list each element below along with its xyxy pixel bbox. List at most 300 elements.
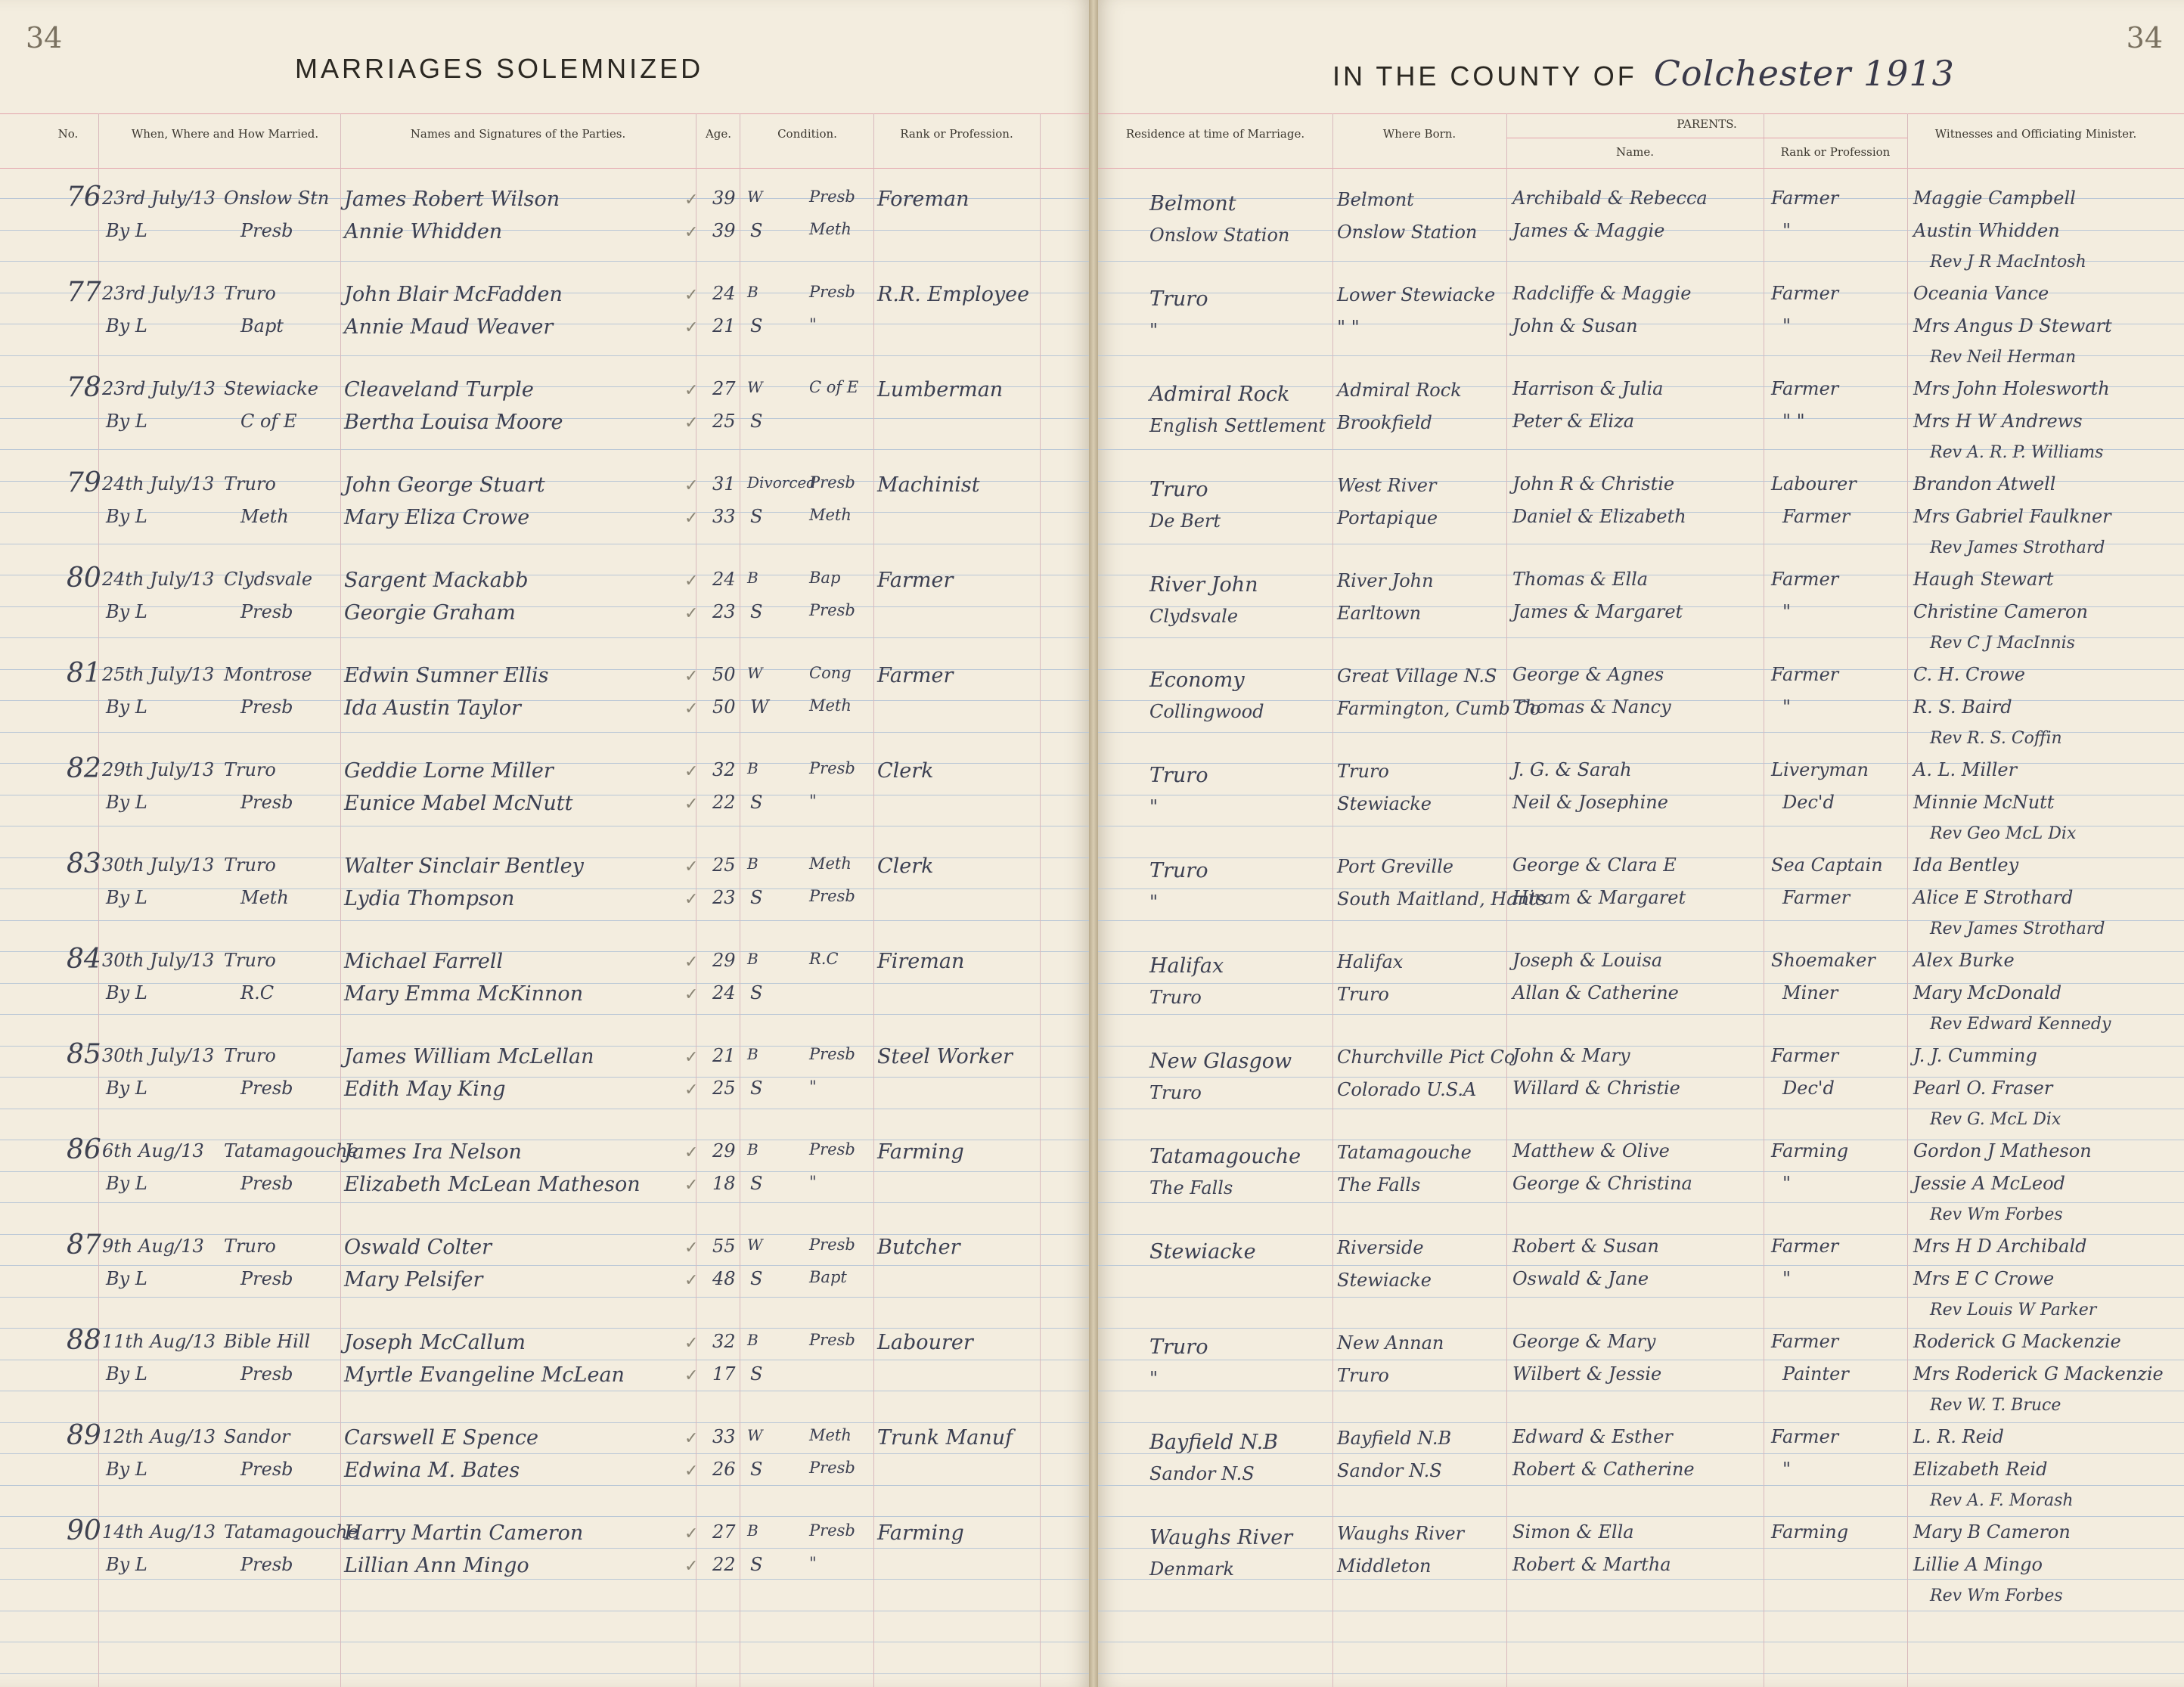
groom-name: James Robert Wilson [344,188,560,211]
bride-age: 50 [712,696,736,718]
officiating-minister: Rev A. F. Morash [1930,1491,2074,1510]
groom-condition: W [747,664,763,682]
page-number: 34 [2126,21,2163,54]
groom-age: 27 [712,1521,736,1543]
groom-parents: Edward & Esther [1512,1426,1673,1447]
groom-birthplace: Tatamagouche [1337,1142,1472,1163]
groom-religion: Bap [809,569,841,587]
check-mark: ✓ [684,1048,699,1067]
column-rule [1332,113,1333,1687]
groom-birthplace: Halifax [1337,951,1404,972]
marriage-place: Tatamagouche [224,1521,358,1543]
check-mark: ✓ [684,414,699,433]
bride-residence: Truro [1149,987,1202,1008]
bride-parent-rank: " [1782,1459,1792,1480]
bride-name: Myrtle Evangeline McLean [344,1363,625,1387]
check-mark: ✓ [684,953,699,972]
groom-parent-rank: Farmer [1771,378,1839,399]
groom-condition: W [747,1426,763,1444]
groom-condition: B [747,950,759,968]
groom-name: James William McLellan [344,1045,594,1068]
bride-name: Lillian Ann Mingo [344,1554,529,1577]
bride-age: 18 [712,1173,736,1194]
bride-name: Eunice Mabel McNutt [344,792,573,815]
entry-number: 79 [67,467,101,498]
ruled-line [1098,1485,2184,1486]
ruled-line [1098,1202,2184,1203]
marriage-date: 23rd July/13 [102,188,216,209]
left-page [0,0,1089,1687]
groom-parent-rank: Farming [1771,1521,1849,1543]
marriage-place: Truro [224,759,276,780]
check-mark: ✓ [684,509,699,528]
bride-birthplace: Truro [1337,1365,1389,1386]
marriage-place: Tatamagouche [224,1140,358,1161]
groom-rank-profession: Clerk [877,854,934,878]
bride-parent-rank: " [1782,601,1792,622]
marriage-by-licence: By L [106,982,147,1003]
bride-birthplace: Onslow Station [1337,222,1478,243]
groom-birthplace: Port Greville [1337,856,1454,877]
bride-condition: S [750,506,763,527]
ruled-line [0,1328,1089,1329]
officiating-minister: Rev Neil Herman [1930,348,2077,367]
groom-condition: B [747,759,759,777]
ruled-line [0,1234,1089,1235]
groom-birthplace: New Annan [1337,1332,1444,1354]
marriage-date: 30th July/13 [102,1045,215,1066]
entry-number: 90 [67,1515,101,1546]
groom-religion: Presb [809,473,855,492]
bride-parents: Daniel & Elizabeth [1512,506,1686,527]
col-header-names: Names and Signatures of the Parties. [410,127,626,141]
groom-residence: Stewiacke [1149,1240,1256,1264]
groom-name: Harry Martin Cameron [344,1521,584,1545]
book-gutter [1089,0,1098,1687]
officiating-denomination: Presb [240,220,293,241]
groom-rank-profession: Foreman [877,188,969,211]
bride-parents: James & Maggie [1512,220,1665,241]
witness-1: L. R. Reid [1913,1426,2004,1447]
groom-parents: J. G. & Sarah [1512,759,1632,780]
witness-2: Pearl O. Fraser [1913,1078,2053,1099]
bride-parents: John & Susan [1512,315,1638,336]
entry-number: 84 [67,944,101,975]
groom-parents: George & Mary [1512,1331,1656,1352]
groom-rank-profession: Clerk [877,759,934,783]
marriage-date: 30th July/13 [102,854,215,876]
officiating-minister: Rev C J MacInnis [1930,634,2075,653]
marriage-date: 6th Aug/13 [102,1140,204,1161]
officiating-denomination: Presb [240,1554,293,1575]
groom-rank-profession: Farmer [877,569,954,592]
check-mark: ✓ [684,191,699,209]
bride-parents: Wilbert & Jessie [1512,1363,1662,1385]
ruled-line [0,606,1089,607]
ruled-line [0,1673,1089,1674]
witness-2: Christine Cameron [1913,601,2088,622]
check-mark: ✓ [684,795,699,814]
ruled-line [0,1453,1089,1454]
officiating-minister: Rev James Strothard [1930,919,2105,938]
groom-residence: Truro [1149,859,1208,882]
ruled-line [0,888,1089,889]
bride-parent-rank: Farmer [1782,506,1851,527]
witness-2: Minnie McNutt [1913,792,2055,813]
entry-number: 81 [67,658,101,689]
witness-2: Alice E Strothard [1913,887,2074,908]
groom-parents: Joseph & Louisa [1512,950,1663,971]
witness-1: Brandon Atwell [1913,473,2056,495]
groom-age: 31 [712,473,736,495]
groom-parent-rank: Farmer [1771,664,1839,685]
ruled-line [0,1485,1089,1486]
witness-2: Austin Whidden [1913,220,2060,241]
groom-birthplace: River John [1337,570,1434,591]
witness-2: Mrs H W Andrews [1913,411,2083,432]
check-mark: ✓ [684,857,699,876]
bride-residence: Truro [1149,1082,1202,1103]
ruled-line [0,1077,1089,1078]
groom-parent-rank: Farmer [1771,1331,1839,1352]
bride-parent-rank: " [1782,1268,1792,1289]
bride-religion: Presb [809,601,855,619]
header-rule-bottom [0,168,1089,169]
entry-number: 83 [67,848,101,879]
entry-number: 86 [67,1134,101,1165]
ruled-line [0,449,1089,450]
groom-residence: Economy [1149,668,1245,692]
marriage-place: Truro [224,950,276,971]
groom-birthplace: West River [1337,475,1437,496]
witness-2: Mrs Gabriel Faulkner [1913,506,2111,527]
officiating-minister: Rev A. R. P. Williams [1930,443,2104,462]
groom-residence: Belmont [1149,192,1236,216]
groom-residence: Halifax [1149,954,1224,978]
bride-residence: " [1149,1368,1159,1389]
bride-age: 17 [712,1363,736,1385]
groom-name: Cleaveland Turple [344,378,534,402]
page-number: 34 [26,21,63,54]
marriage-place: Onslow Stn [224,188,330,209]
bride-residence: " [1149,892,1159,913]
entry-number: 76 [67,181,101,212]
entry-number: 82 [67,753,101,784]
check-mark: ✓ [684,286,699,305]
bride-parents: Robert & Martha [1512,1554,1671,1575]
ruled-line [0,732,1089,733]
bride-religion: Meth [809,220,852,238]
bride-condition: S [750,982,763,1003]
col-header-witnesses: Witnesses and Officiating Minister. [1934,127,2137,141]
bride-parents: Hiram & Margaret [1512,887,1686,908]
groom-residence: Bayfield N.B [1149,1431,1279,1454]
marriage-date: 30th July/13 [102,950,215,971]
bride-name: Ida Austin Taylor [344,696,521,720]
col-header-rank: Rank or Profession. [900,127,1013,141]
bride-age: 39 [712,220,736,241]
witness-1: Alex Burke [1913,950,2015,971]
bride-residence: English Settlement [1149,415,1326,436]
bride-birthplace: Colorado U.S.A [1337,1079,1477,1100]
ruled-line [1098,1171,2184,1172]
bride-birthplace: Farmington, Cumb Co [1337,698,1541,719]
check-mark: ✓ [684,890,699,909]
ruled-line [0,637,1089,638]
check-mark: ✓ [684,381,699,400]
ruled-line [0,1265,1089,1266]
bride-condition: S [750,1078,763,1099]
officiating-denomination: C of E [240,411,297,432]
bride-birthplace: " " [1337,317,1360,338]
bride-name: Mary Pelsifer [344,1268,483,1292]
witness-1: J. J. Cumming [1913,1045,2037,1066]
groom-residence: Admiral Rock [1149,383,1290,406]
column-rule [340,113,341,1687]
groom-rank-profession: Butcher [877,1236,960,1259]
bride-birthplace: South Maitland, Hants [1337,888,1546,910]
groom-residence: River John [1149,573,1258,597]
check-mark: ✓ [684,985,699,1004]
column-rule [873,113,874,1687]
bride-parents: Robert & Catherine [1512,1459,1695,1480]
ruled-line [1098,1265,2184,1266]
marriage-date: 12th Aug/13 [102,1426,216,1447]
groom-name: Geddie Lorne Miller [344,759,554,783]
bride-birthplace: Portapique [1337,507,1438,529]
groom-parents: Matthew & Olive [1512,1140,1670,1161]
witness-1: Gordon J Matheson [1913,1140,2092,1161]
groom-rank-profession: Fireman [877,950,965,973]
groom-age: 27 [712,378,736,399]
bride-parent-rank: " [1782,220,1792,241]
marriage-by-licence: By L [106,1268,147,1289]
col-header-residence: Residence at time of Marriage. [1125,127,1305,141]
bride-parent-rank: Painter [1782,1363,1849,1385]
groom-religion: Presb [809,1331,855,1349]
bride-parents: Willard & Christie [1512,1078,1680,1099]
marriage-by-licence: By L [106,411,147,432]
header-rule-bottom [1098,168,2184,169]
ruled-line [0,261,1089,262]
bride-birthplace: The Falls [1337,1174,1421,1195]
bride-religion: " [809,315,817,333]
entry-number: 89 [67,1420,101,1451]
witness-1: Ida Bentley [1913,854,2019,876]
bride-condition: S [750,315,763,336]
marriage-by-licence: By L [106,792,147,813]
check-mark: ✓ [684,1366,699,1385]
bride-parent-rank: " " [1782,411,1805,432]
groom-condition: Divorced [747,473,817,492]
officiating-denomination: Bapt [240,315,284,336]
marriage-place: Truro [224,1045,276,1066]
check-mark: ✓ [684,1429,699,1448]
entry-number: 78 [67,372,101,403]
groom-rank-profession: Steel Worker [877,1045,1013,1068]
marriage-by-licence: By L [106,1363,147,1385]
groom-parents: John R & Christie [1512,473,1675,495]
marriage-date: 24th July/13 [102,473,215,495]
groom-rank-profession: Lumberman [877,378,1004,402]
groom-age: 29 [712,950,736,971]
officiating-minister: Rev J R MacIntosh [1930,253,2086,271]
groom-condition: B [747,1521,759,1540]
officiating-denomination: Meth [240,506,289,527]
bride-parent-rank: " [1782,696,1792,718]
ruled-line [0,1548,1089,1549]
bride-condition: S [750,601,763,622]
ruled-line [1098,1297,2184,1298]
entry-number: 80 [67,563,101,594]
groom-age: 24 [712,283,736,304]
marriage-place: Truro [224,283,276,304]
entry-number: 77 [67,277,101,308]
groom-religion: R.C [809,950,839,968]
county-heading-label: IN THE COUNTY OF [1332,60,1637,91]
header-rule-top [1098,113,2184,114]
ruled-line [0,700,1089,701]
marriage-by-licence: By L [106,1554,147,1575]
groom-religion: Presb [809,1521,855,1540]
bride-parent-rank: Miner [1782,982,1838,1003]
bride-parents: Neil & Josephine [1512,792,1668,813]
officiating-minister: Rev Wm Forbes [1930,1586,2063,1605]
col-header-age: Age. [705,127,732,141]
bride-parent-rank: " [1782,315,1792,336]
bride-birthplace: Stewiacke [1337,1270,1432,1291]
col-header-no: No. [57,127,79,141]
witness-1: A. L. Miller [1913,759,2018,780]
groom-age: 50 [712,664,736,685]
groom-parent-rank: Farmer [1771,569,1839,590]
groom-condition: B [747,854,759,873]
groom-name: Walter Sinclair Bentley [344,854,584,878]
bride-birthplace: Brookfield [1337,412,1432,433]
groom-parents: Archibald & Rebecca [1512,188,1708,209]
entry-number: 85 [67,1039,101,1070]
groom-age: 21 [712,1045,736,1066]
ruled-line [1098,1516,2184,1517]
bride-religion: Presb [809,887,855,905]
bride-religion: " [809,1554,817,1572]
officiating-minister: Rev Geo McL Dix [1930,824,2077,843]
bride-age: 23 [712,601,736,622]
bride-condition: S [750,1459,763,1480]
marriage-by-licence: By L [106,887,147,908]
column-rule [1907,113,1908,1687]
bride-parents: James & Margaret [1512,601,1683,622]
col-header-parents: PARENTS. [1677,117,1737,131]
ruled-line [1098,1673,2184,1674]
groom-birthplace: Lower Stewiacke [1337,284,1496,305]
bride-age: 22 [712,1554,736,1575]
witness-2: Jessie A McLeod [1913,1173,2065,1194]
bride-residence: The Falls [1149,1177,1233,1199]
witness-1: Mrs John Holesworth [1913,378,2110,399]
check-mark: ✓ [684,572,699,591]
marriage-by-licence: By L [106,506,147,527]
groom-condition: B [747,569,759,587]
marriage-place: Truro [224,854,276,876]
groom-residence: Truro [1149,478,1208,501]
bride-birthplace: Earltown [1337,603,1422,624]
right-page [1098,0,2184,1687]
check-mark: ✓ [684,1334,699,1353]
bride-name: Elizabeth McLean Matheson [344,1173,641,1196]
groom-parent-rank: Farmer [1771,283,1839,304]
bride-name: Annie Whidden [344,220,503,243]
marriage-date: 23rd July/13 [102,283,216,304]
bride-age: 24 [712,982,736,1003]
groom-parent-rank: Farmer [1771,188,1839,209]
check-mark: ✓ [684,1176,699,1195]
page-heading [1332,53,1955,94]
bride-condition: S [750,1173,763,1194]
groom-rank-profession: Machinist [877,473,980,497]
ruled-line [1098,1328,2184,1329]
officiating-denomination: Presb [240,792,293,813]
officiating-denomination: Presb [240,601,293,622]
bride-parent-rank: Dec'd [1782,792,1835,813]
check-mark: ✓ [684,1239,699,1257]
ruled-line [0,355,1089,356]
groom-age: 55 [712,1236,736,1257]
ruled-line [1098,763,2184,764]
bride-condition: S [750,792,763,813]
groom-residence: Truro [1149,764,1208,787]
groom-residence: Truro [1149,287,1208,311]
groom-parents: Radcliffe & Maggie [1512,283,1692,304]
groom-name: John Blair McFadden [344,283,563,306]
ruled-line [0,1202,1089,1203]
header-rule-top [0,113,1089,114]
county-name: Colchester 1913 [1653,53,1955,94]
groom-birthplace: Admiral Rock [1337,380,1462,401]
bride-parents: Oswald & Jane [1512,1268,1649,1289]
groom-parents: Harrison & Julia [1512,378,1664,399]
groom-condition: W [747,1236,763,1254]
groom-religion: Cong [809,664,852,682]
check-mark: ✓ [684,667,699,686]
officiating-minister: Rev Wm Forbes [1930,1205,2063,1224]
groom-parents: Simon & Ella [1512,1521,1634,1543]
groom-residence: Truro [1149,1335,1208,1359]
groom-parent-rank: Farmer [1771,1236,1839,1257]
groom-condition: B [747,283,759,301]
entry-number: 88 [67,1325,101,1356]
col-header-where-born: Where Born. [1382,127,1457,141]
bride-condition: W [750,696,769,718]
bride-name: Edwina M. Bates [344,1459,520,1482]
bride-religion: Bapt [809,1268,847,1286]
ruled-line [0,1422,1089,1423]
officiating-denomination: Presb [240,1363,293,1385]
witness-2: Mrs Angus D Stewart [1913,315,2112,336]
marriage-date: 24th July/13 [102,569,215,590]
bride-birthplace: Truro [1337,984,1389,1005]
officiating-denomination: Presb [240,1459,293,1480]
marriage-by-licence: By L [106,220,147,241]
marriage-place: Truro [224,473,276,495]
bride-age: 23 [712,887,736,908]
marriage-place: Sandor [224,1426,290,1447]
groom-religion: Presb [809,1140,855,1158]
marriage-date: 25th July/13 [102,664,215,685]
groom-parent-rank: Liveryman [1771,759,1869,780]
ruled-line [0,1014,1089,1015]
ruled-line [1098,1234,2184,1235]
